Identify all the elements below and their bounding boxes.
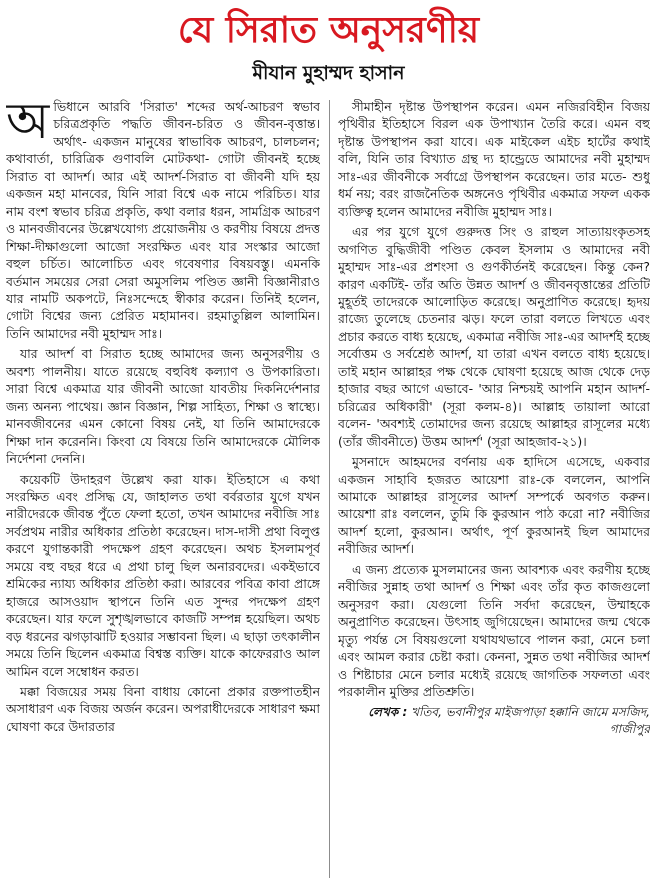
article-paragraph: এ জন্য প্রত্যেক মুসলমানের জন্য আবশ্যক এবং করণীয় হচ্ছে নবীজির সুন্নাহ তথা আদর্শ ও শিক্ষা এবং তাঁর কৃত কাজগুলো অনুসরণ করা। যেগুলো তিনি সর্বদা করেছেন, উম্মাহকে অনুপ্রাণিত করেছেন। উৎসাহ জুগিয়েছেন। আমাদের জন্ম থেকে মৃত্যু পর্যন্ত সে বিষয়গুলো যথাযথভাবে পালন করা, মেনে চলা এবং আমল করার চেষ্টা করা। কেননা, সুন্নত তথা নবীজির আদর্শ ও শিষ্টাচার মেনে চলার মধ্যেই রয়েছে জাগতিক সফলতা এবং পরকালীন মুক্তির প্রতিশ্রুতি। [338,561,650,699]
article-paragraph: সীমাহীন দৃষ্টান্ত উপস্থাপন করেন। এমন নজিরবিহীন বিজয় পৃথিবীর ইতিহাসে বিরল এক উপাখ্যান তৈরি করে। এমন বহু দৃষ্টান্ত উপস্থাপন করা যাবে। এক মাইকেল এইচ হার্টের কথাই বলি, যিনি তার বিখ্যাত গ্রন্থ দ্য হান্ড্রেডে আমাদের নবী মুহাম্মদ সাঃ-এর জীবনীকে সর্বাগ্রে উপস্থাপন করেছেন। তার মতে- শুধু ধর্ম নয়; বরং রাজনৈতিক অঙ্গনেও পৃথিবীর একমাত্র সফল একক ব্যক্তিত্ব হলেন আমাদের নবীজি মুহাম্মদ সাঃ। [338,99,650,219]
right-column [338,98,650,883]
article-paragraph: যার আদর্শ বা সিরাত হচ্ছে আমাদের জন্য অনুসরণীয় ও অবশ্য পালনীয়। যাতে রয়েছে বহুবিধ কল্যাণ ও উপকারিতা। সারা বিশ্বে একমাত্র যার জীবনী আজো যাবতীয় দিকনির্দেশনার জন্য অনন্য পাথেয়। জ্ঞান বিজ্ঞান, শিল্প সাহিত্য, শিক্ষা ও স্বাস্থ্যে। মানবজীবনের এমন কোনো বিষয় নেই, যা তিনি আমাদেরকে শিক্ষা দান করেননি। কিংবা যে বিষয়ে তিনি আমাদেরকে মৌলিক নির্দেশনা দেননি। [6,346,320,467]
article-paragraph: মুসনাদে আহমদের বর্ণনায় এক হাদিসে এসেছে, একবার একজন সাহাবি হজরত আয়েশা রাঃ-কে বললেন, আপনি আমাকে আল্লাহর রাসূলের আদর্শ সম্পর্কে অবগত করুন। আয়েশা রাঃ বললেন, তুমি কি কুরআন পাঠ করো না? নবীজির আদর্শ হলো, কুরআন। অর্থাৎ, পূর্ণ কুরআনই ছিল আমাদের নবীজির আদর্শ। [338,454,650,557]
author-byline: মীযান মুহাম্মদ হাসান [252,62,405,84]
credit-label: লেখক : [368,705,408,720]
article-paragraph: এর পর যুগে যুগে গুরুদত্ত সিং ও রাহুল সাত্যায়ংকৃতসহ অগণিত বুদ্ধিজীবী পণ্ডিত কেবল ইসলাম ও আমাদের নবী মুহাম্মদ সাঃ-এর প্রশংসা ও গুণকীর্তনই করেছেন। কিন্তু কেন? কারণ একটিই- তাঁর অতি উন্নত আদর্শ ও জীবনবৃত্তান্তের প্রতিটি মুহূর্তই তাদেরকে আলোড়িত করেছে। অনুপ্রাণিত করেছে। হৃদয় রাজ্যে তুলেছে চেতনার ঝড়। ফলে তারা বলতে লিখতে এবং প্রচার করতে বাধ্য হয়েছে, একমাত্র নবীজি সাঃ-এর আদর্শই হচ্ছে সর্বোত্তম ও সর্বশ্রেষ্ঠ আদর্শ, যা তারা এখন বলতে বাধ্য হয়েছে। তাই মহান আল্লাহর পক্ষ থেকে ঘোষণা হয়েছে আজ থেকে দেড় হাজার বছর আগে এভাবে- 'আর নিশ্চয়ই আপনি মহান আদর্শ-চরিত্রের অধিকারী' (সূরা কলম-৪)। আল্লাহ তায়ালা আরো বলেন- 'অবশ্যই তোমাদের জন্য রয়েছে আল্লাহর রাসূলের মধ্যে (তাঁর জীবনীতে) উত্তম আদর্শ' (সূরা আহজাব-২১)। [338,224,650,449]
left-column [6,98,320,883]
author-credit [338,704,650,738]
column-divider [329,100,330,878]
article-title: যে সিরাত অনুসরণীয় [177,9,480,51]
paragraph-text: ভিধানে আরবি 'সিরাত' শব্দের অর্থ-আচরণ স্বভাব চরিত্রপ্রকৃতি পদ্ধতি জীবন-চরিত ও জীবন-বৃত্তান্ত। অর্থাৎ- একজন মানুষের স্বাভাবিক আচরণ, চালচলন; কথাবার্তা, চারিত্রিক গুণাবলি মোটকথা- গোটা জীবনই হচ্ছে সিরাত বা আদর্শ। আর এই আদর্শ-সিরাত বা জীবনী যদি হয় একজন মহা মানবের, যিনি সারা বিশ্বে এক নামে পরিচিত। যার নাম বংশ স্বভাব চরিত্র প্রকৃতি, কথা বলার ধরন, সামগ্রিক আচরণ ও মানবজীবনের উল্লেখযোগ্য প্রয়োজনীয় ও করণীয় বিষয়ে প্রদত্ত শিক্ষা-দীক্ষাগুলো আজো সংরক্ষিত এবং যার সংস্কার আজো বহুল চর্চিত। আলোচিত এবং গবেষণার বিষয়বস্তু। এমনকি বর্তমান সময়ের সেরা সেরা অমুসলিম পণ্ডিত জ্ঞানী বিজ্ঞানীরাও যার নামটি অকপটে, নিঃসন্দেহে স্বীকার করেন। তিনিই হলেন, গোটা বিশ্বের জন্য প্রেরিত মহামানব। রহমাতুল্লিল আলামিন। তিনি আমাদের নবী মুহাম্মদ সাঃ। [6,99,320,341]
article-paragraph: কয়েকটি উদাহরণ উল্লেখ করা যাক। ইতিহাসে এ কথা সংরক্ষিত এবং প্রসিদ্ধ যে, জাহালত তথা বর্বরতার যুগে যখন নারীদেরকে জীবন্ত পুঁতে ফেলা হতো, তখন আমাদের নবীজি সাঃ সর্বপ্রথম নারীর অধিকার প্রতিষ্ঠা করেছেন। দাস-দাসী প্রথা বিলুপ্ত করণে যুগান্তকারী পদক্ষেপ গ্রহণ করেছেন। অথচ ইসলামপূর্ব সময়ে বহু বছর ধরে এ প্রথা চালু ছিল অনারবদের। একইভাবে শ্রমিকের ন্যায্য অধিকার প্রতিষ্ঠা করা। আরবের পবিত্র কাবা প্রাঙ্গে হাজরে আসওয়াদ স্থাপনে তিনি এত সুন্দর পদক্ষেপ গ্রহণ করেছেন। যার ফলে সুশৃঙ্খলভাবে কাজটি সম্পন্ন হয়েছিল। অথচ বড় ধরনের ঝগড়াঝাটি হওয়ার সম্ভাবনা ছিল। এ ছাড়া তৎকালীন সময়ে তিনি ছিলেন একমাত্র বিশ্বস্ত ব্যক্তি। যাকে কাফেররাও আল আমিন বলে সম্বোধন করত। [6,471,320,679]
credit-text: খতিব, ভবানীপুর মাইজপাড়া হক্কানি জামে মসজিদ, গাজীপুর [411,705,650,737]
drop-cap: অ [6,98,50,150]
article-paragraph: মক্কা বিজয়ের সময় বিনা বাধায় কোনো প্রকার রক্তপাতহীন অসাধারণ এক বিজয় অর্জন করেন। অপরাধীদেরকে সাধারণ ক্ষমা ঘোষণা করে উদারতার [6,683,320,734]
article-paragraph [6,98,320,342]
